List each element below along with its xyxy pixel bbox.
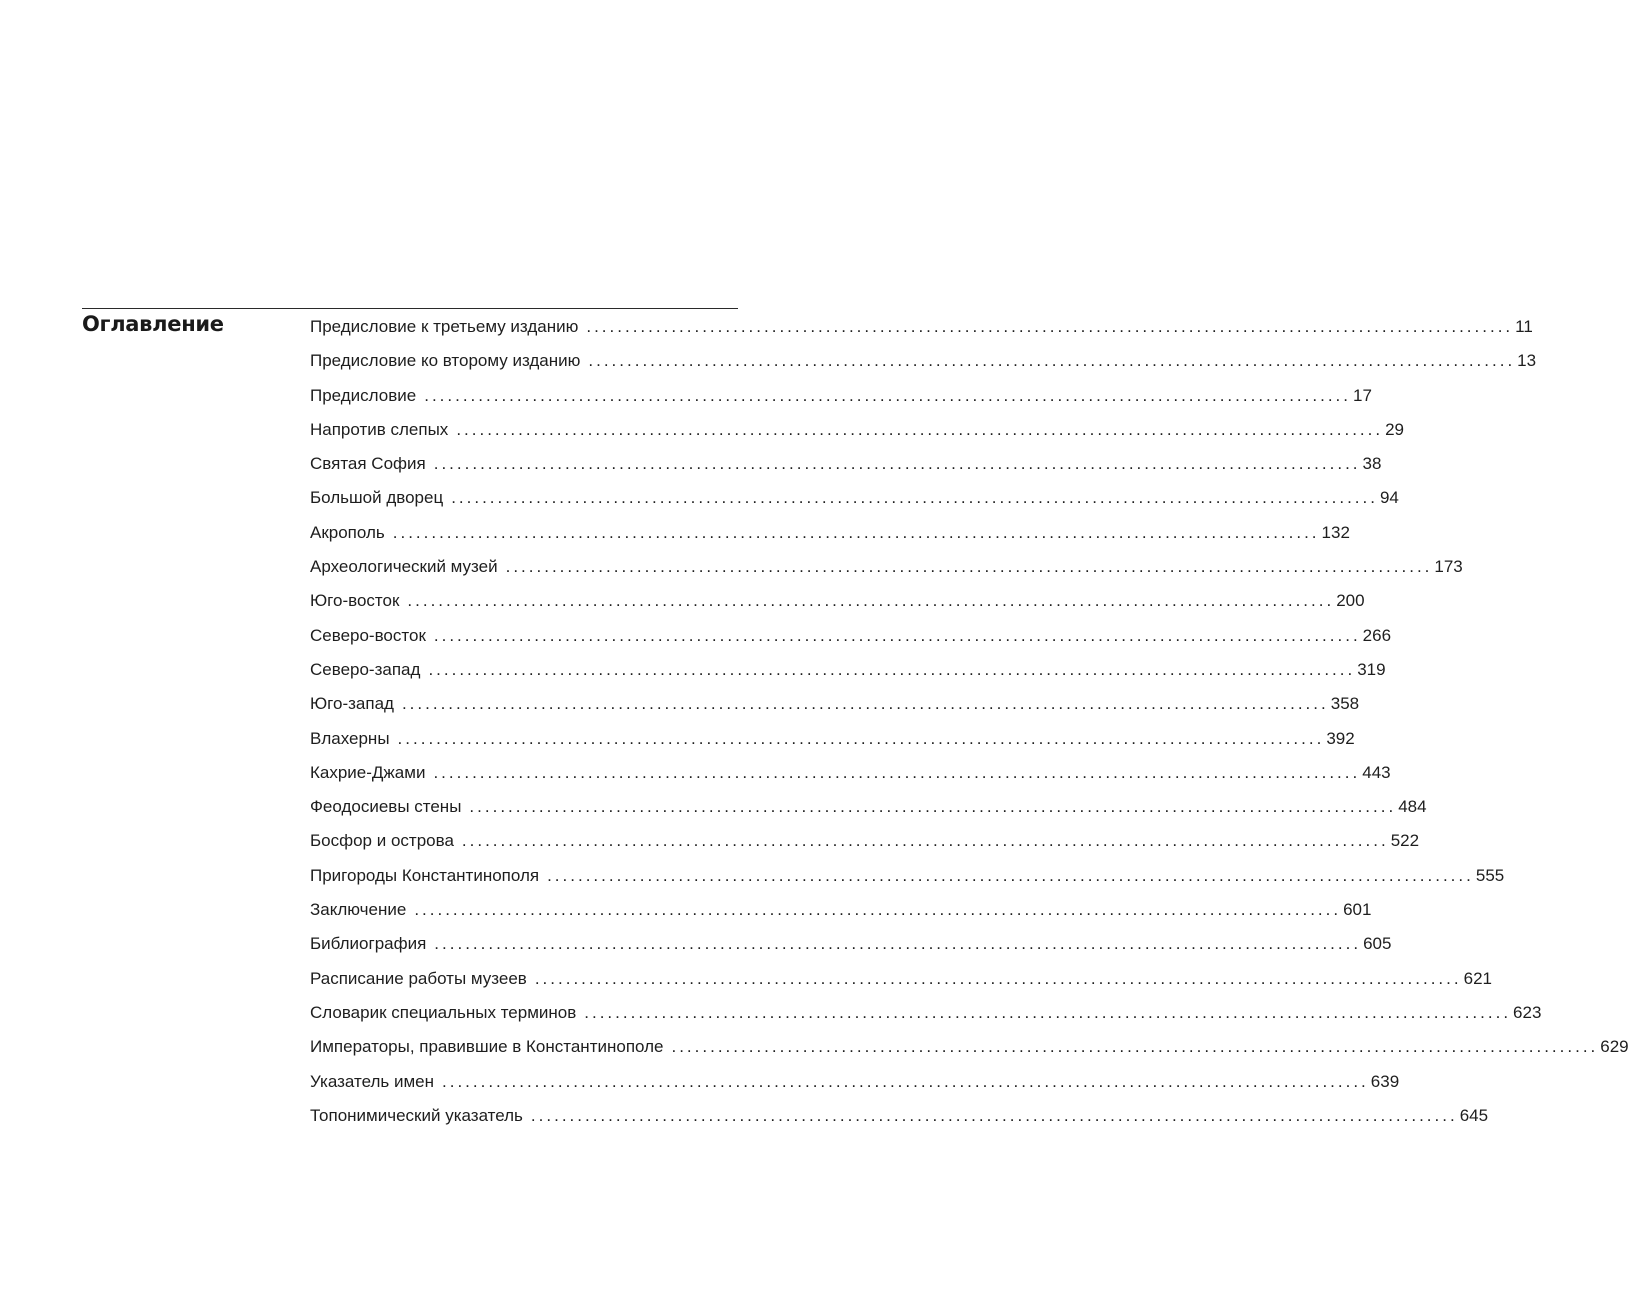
toc-entry-page: 392 [1326, 728, 1355, 748]
toc-entry-title: Святая София [310, 454, 426, 474]
toc-entry-leader: ........................................................................................................................ [588, 351, 1516, 371]
toc-entry-page: 11 [1515, 317, 1533, 336]
toc-entry[interactable] [310, 382, 1372, 416]
toc-entry-title: Напротив слепых [310, 419, 449, 439]
toc-entry-leader: ........................................................................................................................ [530, 1105, 1458, 1125]
toc-entry-leader: ........................................................................................................................ [414, 900, 1342, 920]
toc-entry-leader: ........................................................................................................................ [433, 625, 1361, 645]
toc-entry-page: 94 [1379, 488, 1399, 508]
toc-entry-leader: ........................................................................................................................ [424, 385, 1351, 405]
toc-entry-page: 38 [1362, 454, 1382, 474]
toc-entry[interactable] [310, 519, 1350, 553]
toc-entry-page: 319 [1357, 659, 1386, 679]
toc-entry-title: Босфор и острова [310, 831, 454, 851]
toc-entry-title: Кахрие-Джами [310, 762, 426, 782]
toc-entry-leader: ........................................................................................................................ [442, 1071, 1369, 1091]
toc-entry-leader: ........................................................................................................................ [434, 934, 1362, 954]
toc-entry-page: 358 [1330, 694, 1360, 714]
toc-entry-page: 629 [1600, 1037, 1629, 1057]
toc-entry-leader: ........................................................................................................................ [671, 1037, 1599, 1057]
toc-entry-page: 639 [1370, 1071, 1400, 1091]
toc-entry[interactable] [310, 896, 1372, 930]
toc-entry-page: 623 [1513, 1002, 1542, 1022]
toc-entry-leader: ........................................................................................................................ [428, 659, 1356, 679]
toc-entry-title: Предисловие [310, 385, 417, 405]
toc-entry-title: Императоры, правившие в Константинополе [310, 1037, 664, 1057]
toc-entry[interactable] [310, 1102, 1489, 1136]
toc-entry-page: 173 [1434, 557, 1463, 577]
toc-entry-leader: ........................................................................................................................ [433, 762, 1361, 782]
toc-entry-page: 132 [1321, 522, 1350, 542]
toc-entry-leader: ........................................................................................................................ [461, 831, 1389, 851]
toc-entry-title: Юго-восток [310, 591, 400, 611]
toc-entry-leader: ........................................................................................................................ [456, 419, 1384, 439]
toc-entry-page: 443 [1362, 762, 1391, 782]
toc-entry[interactable] [310, 622, 1392, 656]
toc-entry-leader: ........................................................................................................................ [534, 968, 1462, 988]
toc-entry[interactable] [310, 690, 1360, 724]
toc-entry[interactable] [310, 347, 1537, 381]
toc-entry-title: Влахерны [310, 728, 390, 748]
toc-entry-leader: ........................................................................................................................ [469, 797, 1397, 817]
toc-entry-page: 621 [1463, 968, 1492, 988]
toc-entry-leader: ........................................................................................................................ [586, 317, 1514, 336]
toc-entry-leader: ........................................................................................................................ [433, 454, 1361, 474]
toc-entry-page: 555 [1475, 865, 1505, 885]
toc-entry[interactable] [310, 416, 1405, 450]
toc-entry-page: 266 [1362, 625, 1392, 645]
toc-entry-title: Юго-запад [310, 694, 394, 714]
toc-entry-title: Акрополь [310, 522, 385, 542]
toc-entry-page: 522 [1390, 831, 1420, 851]
toc-entry-title: Северо-запад [310, 659, 421, 679]
toc-entry-leader: ........................................................................................................................ [547, 865, 1474, 885]
toc-entry-page: 645 [1459, 1105, 1489, 1125]
toc-entry[interactable] [310, 313, 1533, 347]
toc-entry[interactable] [310, 999, 1542, 1033]
toc-entry[interactable] [310, 759, 1391, 793]
toc-entry-page: 601 [1343, 900, 1372, 920]
toc-entry-leader: ........................................................................................................................ [451, 488, 1378, 508]
toc-entry[interactable] [310, 930, 1392, 964]
toc-entry[interactable] [310, 1068, 1400, 1102]
toc-entry-title: Библиография [310, 934, 427, 954]
toc-heading: Оглавление [82, 312, 224, 336]
toc-entry-page: 200 [1336, 591, 1365, 611]
toc-entry-title: Предисловие к третьему изданию [310, 317, 579, 336]
toc-entry[interactable] [310, 862, 1505, 896]
toc-entry-leader: ........................................................................................................................ [397, 728, 1325, 748]
toc-entry-title: Заключение [310, 900, 407, 920]
toc-entry[interactable] [310, 587, 1365, 621]
toc-list [310, 313, 1629, 1136]
toc-entry-title: Пригороды Константинополя [310, 865, 540, 885]
toc-entry-leader: ........................................................................................................................ [407, 591, 1335, 611]
toc-entry-title: Большой дворец [310, 488, 444, 508]
toc-entry[interactable] [310, 793, 1427, 827]
toc-entry-title: Указатель имен [310, 1071, 434, 1091]
toc-entry[interactable] [310, 725, 1355, 759]
toc-entry-page: 605 [1363, 934, 1392, 954]
toc-entry[interactable] [310, 450, 1382, 484]
toc-entry-page: 17 [1353, 385, 1372, 405]
toc-entry-title: Расписание работы музеев [310, 968, 527, 988]
toc-entry-title: Словарик специальных терминов [310, 1002, 577, 1022]
toc-entry-title: Северо-восток [310, 625, 426, 645]
toc-entry-page: 29 [1385, 419, 1405, 439]
toc-entry-leader: ........................................................................................................................ [584, 1002, 1512, 1022]
toc-entry-leader: ........................................................................................................................ [401, 694, 1329, 714]
toc-entry-leader: ........................................................................................................................ [505, 557, 1433, 577]
toc-entry-page: 13 [1517, 351, 1537, 371]
toc-entry[interactable] [310, 484, 1399, 518]
toc-entry-title: Археологический музей [310, 557, 498, 577]
top-rule [82, 308, 738, 309]
toc-entry[interactable] [310, 1033, 1629, 1067]
toc-entry[interactable] [310, 965, 1492, 999]
toc-entry[interactable] [310, 553, 1463, 587]
toc-entry-leader: ........................................................................................................................ [392, 522, 1320, 542]
toc-entry-title: Топонимический указатель [310, 1105, 523, 1125]
toc-entry[interactable] [310, 656, 1386, 690]
toc-entry-title: Предисловие ко второму изданию [310, 351, 581, 371]
toc-entry-title: Феодосиевы стены [310, 797, 462, 817]
toc-entry-page: 484 [1398, 797, 1427, 817]
toc-entry[interactable] [310, 827, 1420, 861]
